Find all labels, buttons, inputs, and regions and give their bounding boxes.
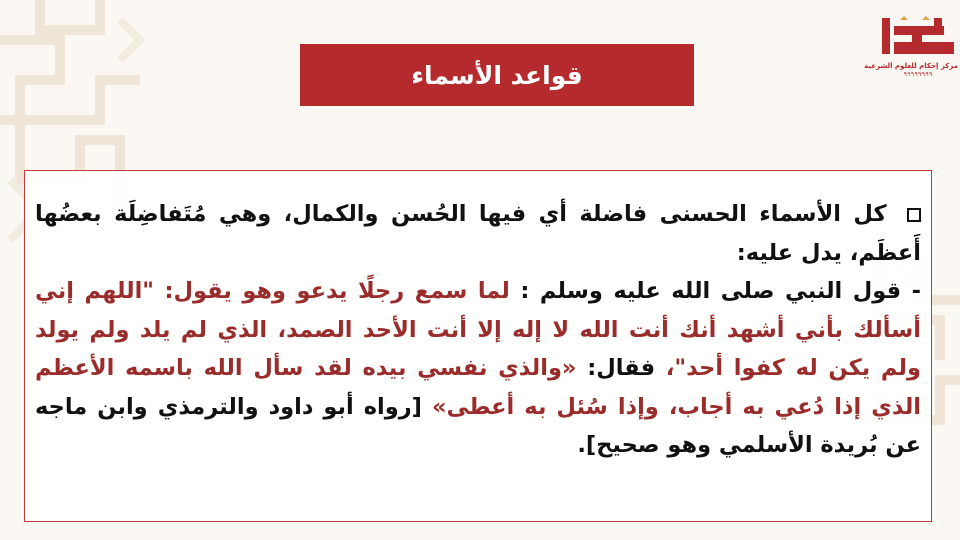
brand-logo [864,16,958,80]
hadith-connector: فقال: [587,355,656,381]
checkbox-icon [907,208,921,222]
evidence-separator: : [520,278,530,304]
content-text [35,195,921,465]
logo-subtitle: مركز إحكام للعلوم الشرعية [864,62,958,70]
hadith-part-1: لما سمع رجلًا يدعو وهو يقول: "اللهم إني أسألك بأني أشهد أنك أنت الله لا إله إلا أنت الأحد الصمد، الذي لم يلد ولم يولد ولم يكن له كفوا أحد"، [35,278,921,381]
citation: [رواه أبو داود والترمذي وابن ماجه عن بُريدة الأسلمي وهو صحيح]. [35,393,921,458]
title-banner [300,44,694,106]
logo-phone: ٩٩٩٩٩٩٩٩ [903,71,933,78]
slide-title: قواعد الأسماء [411,60,583,90]
content-panel [24,170,932,522]
hadith-part-2: «والذي نفسي بيده لقد سأل الله باسمه الأعظم الذي إذا دُعي به أجاب، وإذا سُئل به أعطى» [35,355,921,420]
intro-text: كل الأسماء الحسنى فاضلة أي فيها الحُسن والكمال، وهي مُتَفاضِلَة بعضُها أَعظَم، يدل عليه: [35,201,921,266]
logo-icon [882,16,954,60]
evidence-prefix: - قول النبي صلى الله عليه وسلم [539,278,922,304]
